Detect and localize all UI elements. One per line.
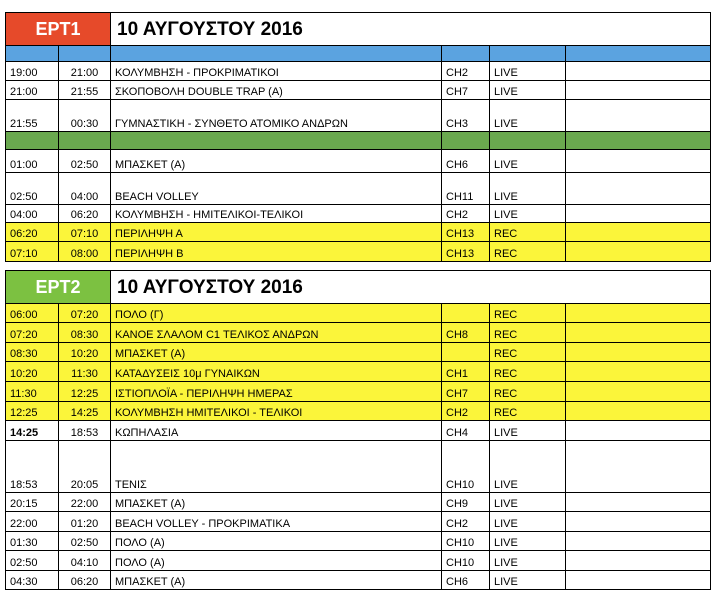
program-cell: BEACH VOLLEY (111, 173, 442, 205)
program-cell: BEACH VOLLEY - ΠΡΟΚΡΙΜΑΤΙΚΑ (111, 512, 442, 532)
status-cell: REC (490, 242, 566, 262)
channel-cell (442, 304, 490, 323)
start-time-cell: 02:50 (6, 551, 59, 571)
notes-cell (566, 81, 711, 100)
ert1-column-header-bar (6, 46, 711, 62)
end-time-cell: 18:53 (59, 421, 111, 441)
start-time-cell: 20:15 (6, 493, 59, 512)
status-cell: REC (490, 304, 566, 323)
status-cell: LIVE (490, 62, 566, 81)
start-time-cell: 21:55 (6, 100, 59, 132)
channel-cell: CH10 (442, 441, 490, 493)
start-time-cell: 22:00 (6, 512, 59, 532)
notes-cell (566, 362, 711, 382)
table-row (6, 512, 711, 532)
start-time-cell: 06:00 (6, 304, 59, 323)
ert2-date-title: 10 ΑΥΓΟΥΣΤΟΥ 2016 (111, 271, 711, 304)
table-row (6, 173, 711, 205)
status-cell: LIVE (490, 173, 566, 205)
program-cell: ΚΩΠΗΛΑΣΙΑ (111, 421, 442, 441)
notes-cell (566, 512, 711, 532)
schedule-sheet (5, 12, 710, 590)
notes-cell (566, 100, 711, 132)
start-time-cell: 02:50 (6, 173, 59, 205)
start-time-cell: 01:00 (6, 150, 59, 173)
program-cell: ΠΕΡΙΛΗΨΗ Β (111, 242, 442, 262)
status-cell: LIVE (490, 100, 566, 132)
start-time-cell: 18:53 (6, 441, 59, 493)
table-row (6, 382, 711, 402)
channel-cell: CH1 (442, 362, 490, 382)
notes-cell (566, 343, 711, 362)
program-cell: ΙΣΤΙΟΠΛΟΪΑ - ΠΕΡΙΛΗΨΗ ΗΜΕΡΑΣ (111, 382, 442, 402)
channel-cell: CH11 (442, 173, 490, 205)
status-cell: REC (490, 223, 566, 242)
start-time-cell: 10:20 (6, 362, 59, 382)
end-time-cell: 00:30 (59, 100, 111, 132)
end-time-cell: 12:25 (59, 382, 111, 402)
channel-cell: CH7 (442, 382, 490, 402)
notes-cell (566, 304, 711, 323)
notes-cell (566, 402, 711, 421)
ert2-schedule-table (5, 270, 711, 590)
end-time-cell: 06:20 (59, 205, 111, 223)
table-row (6, 100, 711, 132)
end-time-cell: 07:10 (59, 223, 111, 242)
channel-cell: CH4 (442, 421, 490, 441)
notes-cell (566, 571, 711, 590)
channel-cell: CH9 (442, 493, 490, 512)
table-row (6, 242, 711, 262)
table-row (6, 304, 711, 323)
end-time-cell: 04:10 (59, 551, 111, 571)
program-cell: ΚΑΝΟΕ ΣΛΑΛΟΜ C1 ΤΕΛΙΚΟΣ ΑΝΔΡΩΝ (111, 323, 442, 343)
start-time-cell: 19:00 (6, 62, 59, 81)
channel-cell: CH13 (442, 223, 490, 242)
channel-cell: CH10 (442, 551, 490, 571)
table-row (6, 150, 711, 173)
status-cell: REC (490, 343, 566, 362)
notes-cell (566, 532, 711, 551)
table-row (6, 343, 711, 362)
table-row (6, 62, 711, 81)
start-time-cell: 01:30 (6, 532, 59, 551)
notes-cell (566, 441, 711, 493)
end-time-cell: 01:20 (59, 512, 111, 532)
ert2-channel-label: ΕΡΤ2 (6, 271, 111, 304)
status-cell: LIVE (490, 421, 566, 441)
channel-cell: CH10 (442, 532, 490, 551)
program-cell: ΚΑΤΑΔΥΣΕΙΣ 10μ ΓΥΝΑΙΚΩΝ (111, 362, 442, 382)
start-time-cell: 04:00 (6, 205, 59, 223)
program-cell: ΠΟΛΟ (Α) (111, 551, 442, 571)
notes-cell (566, 205, 711, 223)
status-cell: REC (490, 382, 566, 402)
program-cell: ΚΟΛΥΜΒΗΣΗ - ΠΡΟΚΡΙΜΑΤΙΚΟΙ (111, 62, 442, 81)
start-time-cell: 21:00 (6, 81, 59, 100)
program-cell: ΜΠΑΣΚΕΤ (Α) (111, 150, 442, 173)
table-row (6, 362, 711, 382)
end-time-cell: 08:00 (59, 242, 111, 262)
channel-cell: CH6 (442, 150, 490, 173)
program-cell: ΣΚΟΠΟΒΟΛΗ DOUBLE TRAP (A) (111, 81, 442, 100)
channel-cell (442, 343, 490, 362)
channel-cell: CH7 (442, 81, 490, 100)
notes-cell (566, 323, 711, 343)
ert1-channel-label: ΕΡΤ1 (6, 13, 111, 46)
notes-cell (566, 150, 711, 173)
channel-cell: CH6 (442, 571, 490, 590)
program-cell: ΜΠΑΣΚΕΤ (Α) (111, 493, 442, 512)
notes-cell (566, 421, 711, 441)
status-cell: LIVE (490, 493, 566, 512)
channel-cell: CH2 (442, 512, 490, 532)
end-time-cell: 21:55 (59, 81, 111, 100)
status-cell: LIVE (490, 512, 566, 532)
status-cell: REC (490, 323, 566, 343)
table-row (6, 551, 711, 571)
status-cell: REC (490, 402, 566, 421)
end-time-cell: 22:00 (59, 493, 111, 512)
table-row (6, 571, 711, 590)
program-cell: ΜΠΑΣΚΕΤ (Α) (111, 343, 442, 362)
end-time-cell: 08:30 (59, 323, 111, 343)
program-cell: ΠΟΛΟ (Γ) (111, 304, 442, 323)
channel-cell: CH8 (442, 323, 490, 343)
end-time-cell: 04:00 (59, 173, 111, 205)
notes-cell (566, 223, 711, 242)
program-cell: ΚΟΛΥΜΒΗΣΗ - ΗΜΙΤΕΛΙΚΟΙ-ΤΕΛΙΚΟΙ (111, 205, 442, 223)
program-cell: ΤΕΝΙΣ (111, 441, 442, 493)
table-row (6, 532, 711, 551)
status-cell: REC (490, 362, 566, 382)
start-time-cell: 07:20 (6, 323, 59, 343)
channel-cell: CH2 (442, 62, 490, 81)
end-time-cell: 07:20 (59, 304, 111, 323)
program-cell: ΠΕΡΙΛΗΨΗ Α (111, 223, 442, 242)
status-cell: LIVE (490, 441, 566, 493)
notes-cell (566, 62, 711, 81)
notes-cell (566, 173, 711, 205)
start-time-cell: 04:30 (6, 571, 59, 590)
end-time-cell: 10:20 (59, 343, 111, 362)
ert1-section-divider (6, 132, 711, 150)
program-cell: ΠΟΛΟ (Α) (111, 532, 442, 551)
end-time-cell: 20:05 (59, 441, 111, 493)
end-time-cell: 02:50 (59, 532, 111, 551)
table-row (6, 402, 711, 421)
channel-cell: CH13 (442, 242, 490, 262)
ert1-header-row (6, 13, 711, 46)
end-time-cell: 02:50 (59, 150, 111, 173)
start-time-cell: 08:30 (6, 343, 59, 362)
table-row (6, 441, 711, 493)
channel-cell: CH3 (442, 100, 490, 132)
table-row (6, 205, 711, 223)
start-time-cell: 12:25 (6, 402, 59, 421)
table-row (6, 323, 711, 343)
start-time-cell: 14:25 (6, 421, 59, 441)
notes-cell (566, 242, 711, 262)
notes-cell (566, 551, 711, 571)
status-cell: LIVE (490, 532, 566, 551)
channel-cell: CH2 (442, 205, 490, 223)
notes-cell (566, 382, 711, 402)
status-cell: LIVE (490, 81, 566, 100)
table-row (6, 493, 711, 512)
table-row (6, 223, 711, 242)
program-cell: ΜΠΑΣΚΕΤ (Α) (111, 571, 442, 590)
table-row (6, 421, 711, 441)
status-cell: LIVE (490, 571, 566, 590)
end-time-cell: 06:20 (59, 571, 111, 590)
start-time-cell: 07:10 (6, 242, 59, 262)
table-row (6, 81, 711, 100)
channel-cell: CH2 (442, 402, 490, 421)
ert1-date-title: 10 ΑΥΓΟΥΣΤΟΥ 2016 (111, 13, 711, 46)
program-cell: ΓΥΜΝΑΣΤΙΚΗ - ΣΥΝΘΕΤΟ ΑΤΟΜΙΚΟ ΑΝΔΡΩΝ (111, 100, 442, 132)
end-time-cell: 14:25 (59, 402, 111, 421)
notes-cell (566, 493, 711, 512)
start-time-cell: 06:20 (6, 223, 59, 242)
program-cell: ΚΟΛΥΜΒΗΣΗ ΗΜΙΤΕΛΙΚΟΙ - ΤΕΛΙΚΟΙ (111, 402, 442, 421)
start-time-cell: 11:30 (6, 382, 59, 402)
ert2-header-row (6, 271, 711, 304)
ert1-schedule-table (5, 12, 711, 262)
end-time-cell: 21:00 (59, 62, 111, 81)
status-cell: LIVE (490, 551, 566, 571)
end-time-cell: 11:30 (59, 362, 111, 382)
status-cell: LIVE (490, 205, 566, 223)
status-cell: LIVE (490, 150, 566, 173)
